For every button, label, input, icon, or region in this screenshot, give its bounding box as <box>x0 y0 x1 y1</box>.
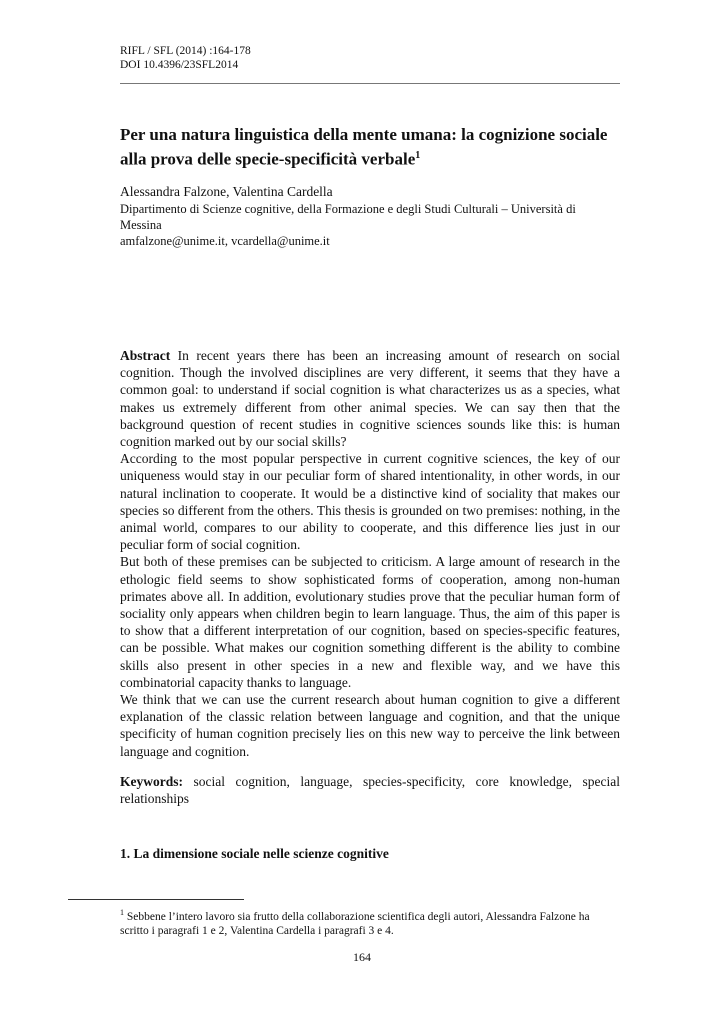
running-header <box>120 44 251 72</box>
title-footnote-mark: 1 <box>415 150 421 161</box>
authors: Alessandra Falzone, Valentina Cardella <box>120 184 333 199</box>
page-number: 164 <box>353 950 371 964</box>
paper-title <box>120 124 620 170</box>
paper-title-text: Per una natura linguistica della mente umana: la cognizione sociale alla prova delle specie-specificità verbale <box>120 125 608 169</box>
keywords <box>120 773 620 807</box>
footnote-text: Sebbene l’intero lavoro sia frutto della collaborazione scientifica degli autori, Alessandra Falzone ha scritto i paragrafi 1 e 2, Valentina Cardella i paragrafi 3 e 4. <box>120 910 590 938</box>
affiliation: Dipartimento di Scienze cognitive, della Formazione e degli Studi Culturali – Università di Messina <box>120 202 576 232</box>
footnote-rule <box>68 899 244 900</box>
footnote-mark: 1 <box>120 908 124 917</box>
abstract-text-1: In recent years there has been an increasing amount of research on social cognition. Though the involved disciplines are very different, it seems that they have a common goal: to understand if social cognition is what characterizes us as a species, what makes us extremely different from other animal species. We can say then that the background question of recent studies in cognitive sciences sounds like this: is human cognition marked out by our social skills? <box>120 348 620 450</box>
abstract-paragraph-4: We think that we can use the current research about human cognition to give a different explanation of the classic relation between language and cognition, and that the unique specificity of human cognition precisely lies on this new way to perceive the link between language and cognition. <box>120 692 620 759</box>
header-rule <box>120 83 620 84</box>
section-heading: 1. La dimensione sociale nelle scienze cognitive <box>120 846 389 861</box>
abstract-paragraph-1 <box>120 347 620 450</box>
doi: DOI 10.4396/23SFL2014 <box>120 59 239 71</box>
abstract-paragraph-2: According to the most popular perspective in current cognitive sciences, the key of our uniqueness would stay in our peculiar form of shared intentionality, in other words, in our natural inclination to cooperate. It would be a distinctive kind of sociality that makes our species so different from the others. This thesis is grounded on two premises: nothing, in the animal world, compares to our ability to cooperate, and this difference lies just in our peculiar form of social cognition. <box>120 451 620 553</box>
keywords-text: social cognition, language, species-specificity, core knowledge, special relationships <box>120 774 620 807</box>
abstract <box>120 347 620 760</box>
keywords-label: Keywords: <box>120 774 183 789</box>
abstract-paragraph-3: But both of these premises can be subjected to criticism. A large amount of research in the ethologic field seems to show sophisticated forms of cooperation, among non-human primates above all. In addition, evolutionary studies prove that the peculiar human form of sociality only appears when children begin to learn language. Thus, the aim of this paper is to show that a different interpretation of our cognition, based on species-specific features, can be possible. What makes our cognition something different is the ability to combine skills also present in other species in a new and flexible way, and we have this combinatorial capacity thanks to language. <box>120 554 620 690</box>
author-emails: amfalzone@unime.it, vcardella@unime.it <box>120 234 330 248</box>
footnote <box>120 906 620 939</box>
abstract-label: Abstract <box>120 348 171 363</box>
journal-citation: RIFL / SFL (2014) :164-178 <box>120 45 251 57</box>
